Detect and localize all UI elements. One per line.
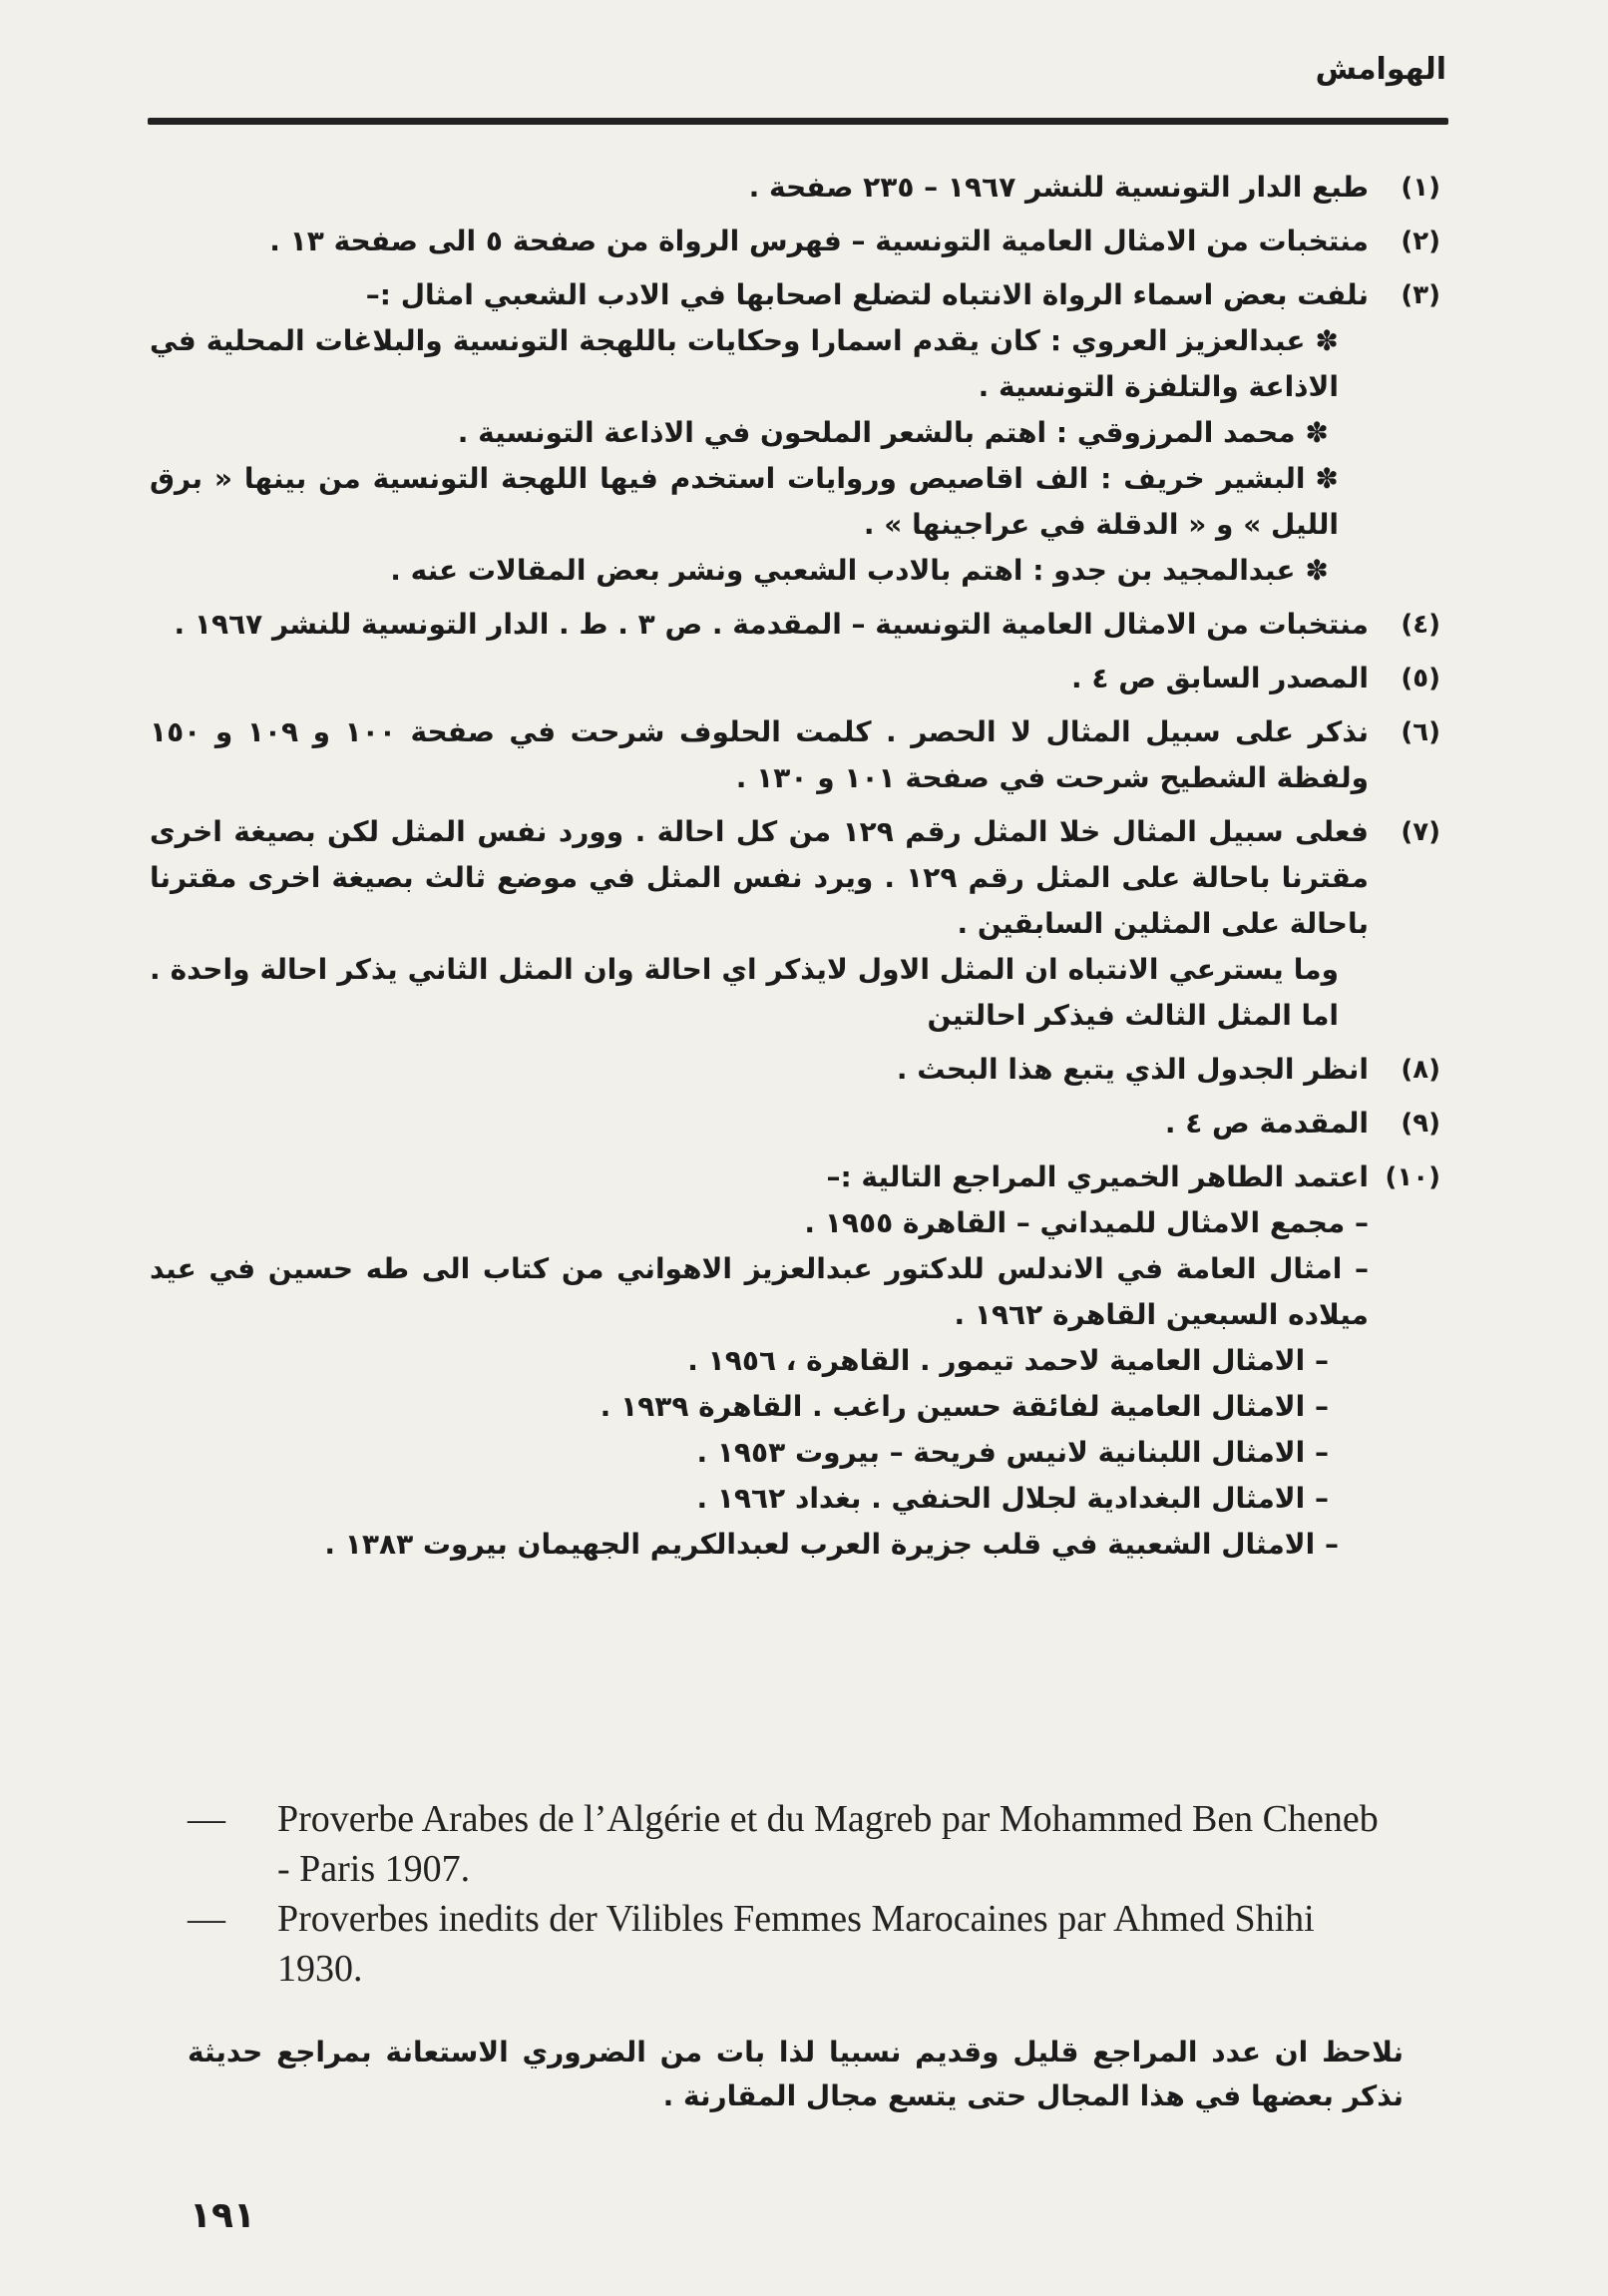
footnote-number: (٥) [1401, 664, 1440, 693]
footnote-text: انظر الجدول الذي يتبع هذا البحث . [896, 1053, 1369, 1086]
footnote-continuation: وما يسترعي الانتباه ان المثل الاول لايذكر اي احالة وان المثل الثاني يذكر احالة واحدة . اما المثل الثالث فيذكر احالتين [150, 953, 1339, 1032]
footnote [150, 165, 1440, 211]
reference-item: – الامثال العامية لاحمد تيمور . القاهرة ، ١٩٥٦ . [687, 1344, 1329, 1377]
footnote-number: (١٠) [1385, 1162, 1440, 1192]
footnote-number: (١) [1401, 173, 1440, 203]
footnote-number: (٤) [1401, 610, 1440, 640]
footnote-text: منتخبات من الامثال العامية التونسية – فهرس الرواة من صفحة ٥ الى صفحة ١٣ . [269, 225, 1369, 257]
reference-item: – الامثال اللبنانية لانيس فريحة – بيروت ١٩٥٣ . [696, 1436, 1329, 1469]
footnote [150, 1047, 1440, 1093]
page-header-title: الهوامش [1315, 52, 1446, 87]
footnote-text: منتخبات من الامثال العامية التونسية – المقدمة . ص ٣ . ط . الدار التونسية للنشر ١٩٦٧ . [174, 608, 1369, 641]
footnote [150, 656, 1440, 701]
footnote [150, 809, 1440, 1039]
reference-item: – امثال العامة في الاندلس للدكتور عبدالعزيز الاهواني من كتاب الى طه حسين في عيد ميلاده السبعين القاهرة ١٩٦٢ . [150, 1252, 1369, 1331]
footnote [150, 219, 1440, 264]
asterisk-icon: ✽ [1305, 554, 1329, 587]
french-reference-item [188, 1794, 1387, 1894]
footnote [150, 709, 1440, 801]
reference-item: – الامثال العامية لفائقة حسين راغب . القاهرة ١٩٣٩ . [600, 1390, 1329, 1423]
reference-item: – الامثال البغدادية لجلال الحنفي . بغداد ١٩٦٢ . [696, 1482, 1329, 1515]
em-dash: — [188, 1798, 225, 1840]
footnote-text: اعتمد الطاهر الخميري المراجع التالية :– [826, 1160, 1369, 1193]
french-reference-text: Proverbe Arabes de l’Algérie et du Magreb par Mohammed Ben Cheneb - Paris 1907. [277, 1798, 1379, 1890]
footnotes-section [150, 165, 1440, 1576]
footnote [150, 1101, 1440, 1147]
reference-item: – مجمع الامثال للميداني – القاهرة ١٩٥٥ . [804, 1206, 1369, 1239]
closing-note: نلاحظ ان عدد المراجع قليل وقديم نسبيا لذا بات من الضروري الاستعانة بمراجع حديثة نذكر بعضها في هذا المجال حتى يتسع مجال المقارنة . [188, 2036, 1404, 2112]
asterisk-icon: ✽ [1315, 324, 1339, 357]
footnote-subitem: ✽عبدالمجيد بن جدو : اهتم بالادب الشعبي ونشر بعض المقالات عنه . [390, 554, 1329, 587]
french-reference-item [188, 1894, 1387, 1994]
footnote-text: نذكر على سبيل المثال لا الحصر . كلمت الحلوف شرحت في صفحة ١٠٠ و ١٠٩ و ١٥٠ ولفظة الشطيح شرحت في صفحة ١٠١ و ١٣٠ . [150, 715, 1370, 794]
em-dash: — [188, 1898, 225, 1940]
footnote-subitem: ✽عبدالعزيز العروي : كان يقدم اسمارا وحكايات باللهجة التونسية والبلاغات المحلية في الاذاعة والتلفزة التونسية . [150, 324, 1339, 403]
footnote-text: طبع الدار التونسية للنشر ١٩٦٧ – ٢٣٥ صفحة . [748, 171, 1369, 204]
footnote [150, 272, 1440, 594]
footnote-number: (٩) [1401, 1109, 1440, 1139]
page-number: ١٩١ [190, 2195, 255, 2236]
footnote-number: (٧) [1401, 817, 1440, 847]
french-reference-text: Proverbes inedits der Vilibles Femmes Marocaines par Ahmed Shihi 1930. [277, 1898, 1315, 1990]
footnote-number: (٨) [1401, 1055, 1440, 1085]
footnote [150, 1154, 1440, 1568]
footnote-subitem: ✽محمد المرزوقي : اهتم بالشعر الملحون في الاذاعة التونسية . [457, 416, 1329, 449]
footnote-text: المصدر السابق ص ٤ . [1070, 662, 1369, 694]
footnote [150, 602, 1440, 648]
footnote-number: (٣) [1401, 280, 1440, 310]
header-divider [148, 118, 1448, 125]
french-references [188, 1794, 1387, 1994]
asterisk-icon: ✽ [1315, 462, 1339, 495]
footnote-text: المقدمة ص ٤ . [1164, 1107, 1369, 1140]
footnote-number: (٦) [1401, 717, 1440, 747]
footnote-subitem: ✽البشير خريف : الف اقاصيص وروايات استخدم فيها اللهجة التونسية من بينها « برق الليل » و « الدقلة في عراجينها » . [150, 462, 1339, 541]
reference-item: – الامثال الشعبية في قلب جزيرة العرب لعبدالكريم الجهيمان بيروت ١٣٨٣ . [324, 1528, 1339, 1561]
footnote-number: (٢) [1401, 227, 1440, 256]
footnote-text: فعلى سبيل المثال خلا المثل رقم ١٢٩ من كل احالة . وورد نفس المثل لكن بصيغة اخرى مقترنا باحالة على المثل رقم ١٢٩ . ويرد نفس المثل في موضع ثالث بصيغة اخرى مقترنا باحالة على المثلين السابقين . [150, 815, 1370, 940]
asterisk-icon: ✽ [1305, 416, 1329, 449]
footnote-text: نلفت بعض اسماء الرواة الانتباه لتضلع اصحابها في الادب الشعبي امثال :– [365, 278, 1369, 311]
